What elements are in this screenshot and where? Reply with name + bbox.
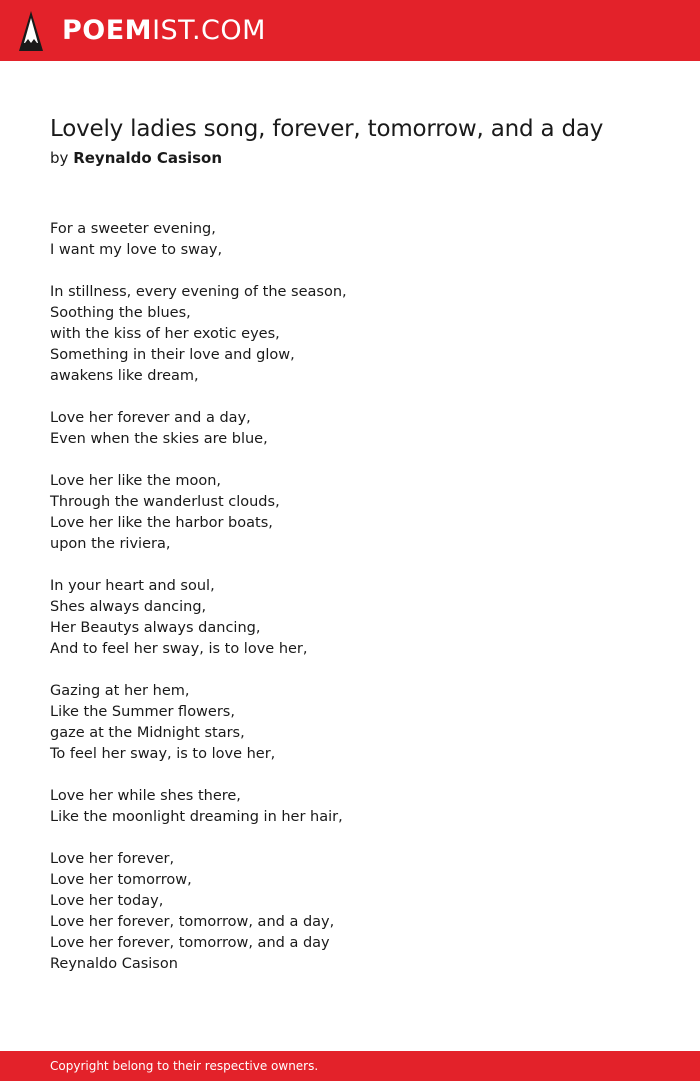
poem-line: Love her forever, tomorrow, and a day, <box>50 914 335 930</box>
site-logo[interactable] <box>18 10 266 52</box>
poem-author: Reynaldo Casison <box>73 149 223 167</box>
poem-stanza <box>50 681 650 765</box>
poem-line: with the kiss of her exotic eyes, <box>50 326 280 342</box>
poem-line: To feel her sway, is to love her, <box>50 746 276 762</box>
poem-line: Like the Summer flowers, <box>50 704 235 720</box>
poem-line: Even when the skies are blue, <box>50 431 268 447</box>
poem-stanza <box>50 576 650 660</box>
poem-line: For a sweeter evening, <box>50 221 216 237</box>
poem-line: awakens like dream, <box>50 368 199 384</box>
poem-line: Her Beautys always dancing, <box>50 620 261 636</box>
poem-line: Soothing the blues, <box>50 305 191 321</box>
poem-stanza <box>50 219 650 261</box>
poem-line: Through the wanderlust clouds, <box>50 494 280 510</box>
byline-prefix: by <box>50 149 69 167</box>
brand-name-light: IST.COM <box>152 15 266 46</box>
poem-line: Love her while shes there, <box>50 788 241 804</box>
poem-line: Love her forever, <box>50 851 175 867</box>
poem-title: Lovely ladies song, forever, tomorrow, and a day <box>50 116 604 142</box>
poem-line: Love her like the moon, <box>50 473 222 489</box>
copyright-notice: Copyright belong to their respective owners. <box>50 1059 319 1073</box>
header-bar <box>0 0 700 61</box>
poem-stanza <box>50 282 650 387</box>
poem-line: Love her tomorrow, <box>50 872 192 888</box>
poem-stanza <box>50 849 650 975</box>
poem-line: Love her today, <box>50 893 164 909</box>
poem-line: Reynaldo Casison <box>50 956 178 972</box>
poem-stanza <box>50 408 650 450</box>
poem-stanza <box>50 786 650 828</box>
poem-line: Love her like the harbor boats, <box>50 515 273 531</box>
poem-byline <box>50 149 222 167</box>
poem-line: Shes always dancing, <box>50 599 207 615</box>
poem-line: Gazing at her hem, <box>50 683 190 699</box>
poem-line: Like the moonlight dreaming in her hair, <box>50 809 343 825</box>
poem-line: In your heart and soul, <box>50 578 215 594</box>
brand-name <box>62 10 266 52</box>
brand-name-bold: POEM <box>62 15 153 46</box>
poem-line: I want my love to sway, <box>50 242 223 258</box>
poem-line: And to feel her sway, is to love her, <box>50 641 308 657</box>
poem-line: upon the riviera, <box>50 536 171 552</box>
poem-line: Love her forever, tomorrow, and a day <box>50 935 330 951</box>
poem-line: gaze at the Midnight stars, <box>50 725 245 741</box>
pencil-tip-icon <box>18 10 44 52</box>
poem-body <box>50 219 650 996</box>
poem-line: Something in their love and glow, <box>50 347 295 363</box>
poem-line: In stillness, every evening of the season, <box>50 284 347 300</box>
footer-bar <box>0 1051 700 1081</box>
poem-stanza <box>50 471 650 555</box>
poem-line: Love her forever and a day, <box>50 410 251 426</box>
